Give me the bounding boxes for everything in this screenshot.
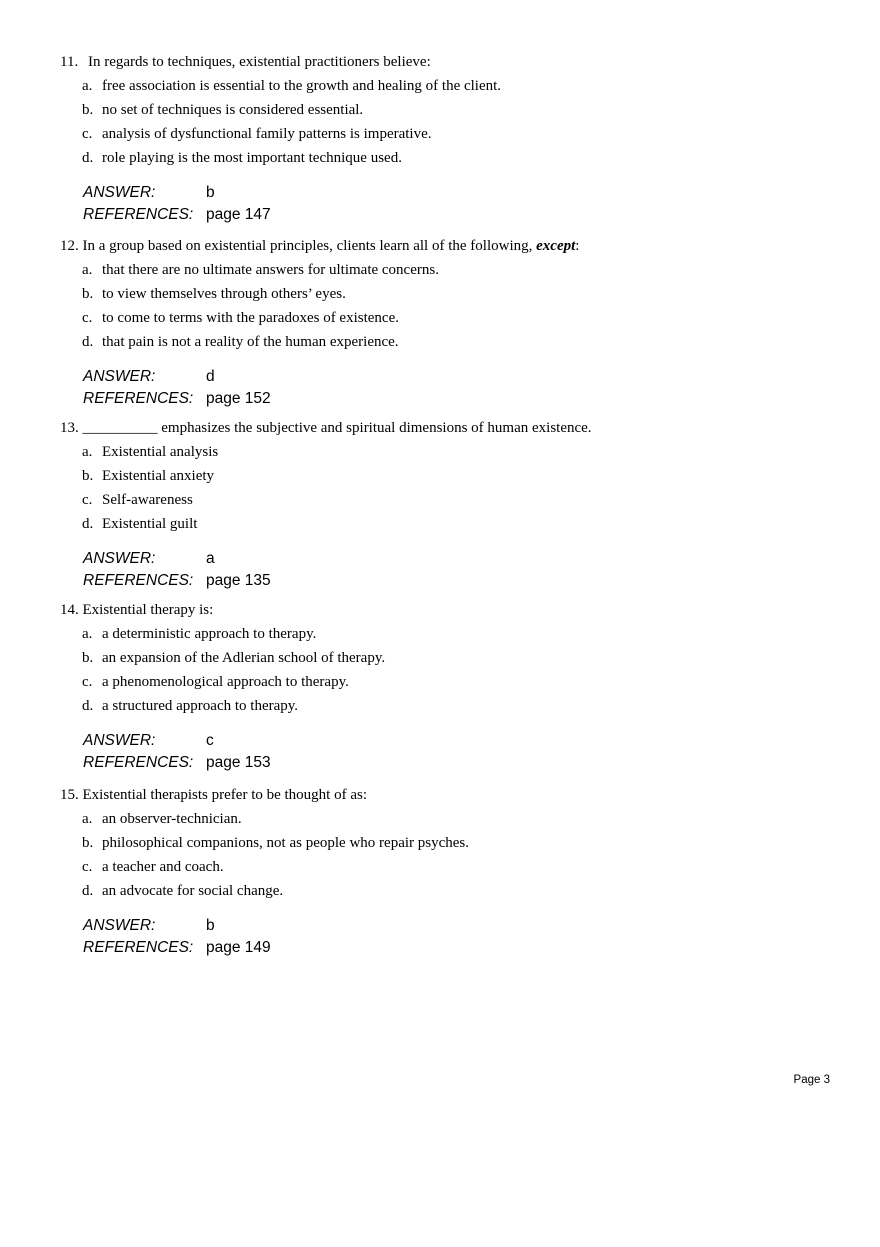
question-text: Existential therapists prefer to be thought of as: bbox=[82, 787, 368, 803]
answer-row bbox=[83, 182, 840, 204]
references-row bbox=[83, 752, 840, 774]
answer-label: ANSWER: bbox=[83, 732, 156, 749]
option-letter: a. bbox=[82, 811, 93, 827]
option-b bbox=[60, 831, 840, 855]
option-text: free association is essential to the growth and healing of the client. bbox=[102, 78, 502, 94]
question-stem bbox=[60, 418, 840, 438]
option-d bbox=[60, 694, 840, 718]
option-b bbox=[60, 98, 840, 122]
question-stem bbox=[60, 236, 840, 256]
option-b bbox=[60, 464, 840, 488]
option-text: to view themselves through others’ eyes. bbox=[102, 286, 346, 302]
answer-row bbox=[83, 730, 840, 752]
answer-value: b bbox=[206, 917, 215, 934]
option-letter: a. bbox=[82, 262, 93, 278]
answer-block bbox=[60, 915, 840, 959]
references-label: REFERENCES: bbox=[83, 939, 194, 956]
option-text: an observer-technician. bbox=[102, 811, 242, 827]
option-letter: d. bbox=[82, 883, 94, 899]
question-number: 13. bbox=[60, 420, 79, 436]
option-d bbox=[60, 879, 840, 903]
option-letter: a. bbox=[82, 78, 93, 94]
option-letter: c. bbox=[82, 492, 93, 508]
answer-options bbox=[60, 258, 840, 354]
question-text: __________ emphasizes the subjective and spiritual dimensions of human existence. bbox=[82, 420, 592, 436]
references-row bbox=[83, 388, 840, 410]
question-stem bbox=[60, 600, 840, 620]
option-d bbox=[60, 330, 840, 354]
references-value: page 147 bbox=[206, 206, 271, 223]
question-text: In regards to techniques, existential practitioners believe: bbox=[87, 54, 431, 70]
answer-value: b bbox=[206, 184, 215, 201]
question-text-end: : bbox=[575, 238, 580, 254]
option-letter: d. bbox=[82, 698, 94, 714]
references-label: REFERENCES: bbox=[83, 754, 194, 771]
option-letter: c. bbox=[82, 674, 93, 690]
question-text: Existential therapy is: bbox=[82, 602, 214, 618]
references-row bbox=[83, 937, 840, 959]
option-text: Self-awareness bbox=[102, 492, 193, 508]
option-letter: d. bbox=[82, 516, 94, 532]
question-stem bbox=[60, 785, 840, 805]
option-text: a deterministic approach to therapy. bbox=[102, 626, 317, 642]
option-c bbox=[60, 306, 840, 330]
question-stem bbox=[60, 52, 840, 72]
references-row bbox=[83, 570, 840, 592]
option-c bbox=[60, 670, 840, 694]
answer-label: ANSWER: bbox=[83, 917, 156, 934]
option-d bbox=[60, 512, 840, 536]
answer-value: d bbox=[206, 368, 215, 385]
option-text: a structured approach to therapy. bbox=[102, 698, 299, 714]
answer-block bbox=[60, 182, 840, 226]
question-11 bbox=[60, 52, 840, 226]
answer-row bbox=[83, 366, 840, 388]
option-letter: c. bbox=[82, 859, 93, 875]
option-c bbox=[60, 855, 840, 879]
option-letter: c. bbox=[82, 310, 93, 326]
option-letter: a. bbox=[82, 626, 93, 642]
option-text: a teacher and coach. bbox=[102, 859, 224, 875]
page-number: Page 3 bbox=[793, 1074, 830, 1086]
option-letter: b. bbox=[82, 286, 94, 302]
option-text: an expansion of the Adlerian school of therapy. bbox=[102, 650, 386, 666]
references-value: page 135 bbox=[206, 572, 271, 589]
option-a bbox=[60, 622, 840, 646]
question-15 bbox=[60, 785, 840, 959]
answer-block bbox=[60, 366, 840, 410]
question-number: 12. bbox=[60, 238, 79, 254]
option-text: Existential analysis bbox=[102, 444, 219, 460]
answer-options bbox=[60, 74, 840, 170]
option-b bbox=[60, 646, 840, 670]
references-label: REFERENCES: bbox=[83, 206, 194, 223]
references-label: REFERENCES: bbox=[83, 572, 194, 589]
option-b bbox=[60, 282, 840, 306]
question-number: 11. bbox=[60, 54, 79, 70]
references-row bbox=[83, 204, 840, 226]
option-text: analysis of dysfunctional family patterns is imperative. bbox=[102, 126, 432, 142]
answer-row bbox=[83, 915, 840, 937]
option-letter: c. bbox=[82, 126, 93, 142]
answer-label: ANSWER: bbox=[83, 368, 156, 385]
references-value: page 152 bbox=[206, 390, 271, 407]
answer-block bbox=[60, 548, 840, 592]
option-d bbox=[60, 146, 840, 170]
option-letter: b. bbox=[82, 650, 94, 666]
option-a bbox=[60, 440, 840, 464]
option-text: role playing is the most important technique used. bbox=[102, 150, 402, 166]
option-letter: b. bbox=[82, 835, 94, 851]
option-text: to come to terms with the paradoxes of existence. bbox=[102, 310, 399, 326]
option-c bbox=[60, 488, 840, 512]
references-label: REFERENCES: bbox=[83, 390, 194, 407]
option-text: Existential guilt bbox=[102, 516, 198, 532]
answer-value: a bbox=[206, 550, 215, 567]
option-text: that there are no ultimate answers for ultimate concerns. bbox=[102, 262, 439, 278]
option-c bbox=[60, 122, 840, 146]
question-number: 14. bbox=[60, 602, 79, 618]
option-text: philosophical companions, not as people who repair psyches. bbox=[102, 835, 470, 851]
answer-value: c bbox=[206, 732, 214, 749]
option-letter: d. bbox=[82, 150, 94, 166]
option-letter: b. bbox=[82, 468, 94, 484]
option-text: no set of techniques is considered essential. bbox=[102, 102, 364, 118]
option-text: an advocate for social change. bbox=[102, 883, 284, 899]
question-14 bbox=[60, 600, 840, 774]
question-13 bbox=[60, 418, 840, 592]
question-number: 15. bbox=[60, 787, 79, 803]
option-letter: a. bbox=[82, 444, 93, 460]
references-value: page 149 bbox=[206, 939, 271, 956]
question-text: In a group based on existential principles, clients learn all of the following, bbox=[82, 238, 537, 254]
option-a bbox=[60, 258, 840, 282]
answer-options bbox=[60, 622, 840, 718]
answer-options bbox=[60, 440, 840, 536]
option-letter: b. bbox=[82, 102, 94, 118]
question-emphasis: except bbox=[536, 238, 576, 254]
answer-label: ANSWER: bbox=[83, 184, 156, 201]
answer-row bbox=[83, 548, 840, 570]
answer-options bbox=[60, 807, 840, 903]
option-text: a phenomenological approach to therapy. bbox=[102, 674, 349, 690]
option-text: Existential anxiety bbox=[102, 468, 215, 484]
option-a bbox=[60, 807, 840, 831]
answer-block bbox=[60, 730, 840, 774]
option-a bbox=[60, 74, 840, 98]
references-value: page 153 bbox=[206, 754, 271, 771]
option-text: that pain is not a reality of the human experience. bbox=[102, 334, 399, 350]
option-letter: d. bbox=[82, 334, 94, 350]
question-12 bbox=[60, 236, 840, 410]
answer-label: ANSWER: bbox=[83, 550, 156, 567]
